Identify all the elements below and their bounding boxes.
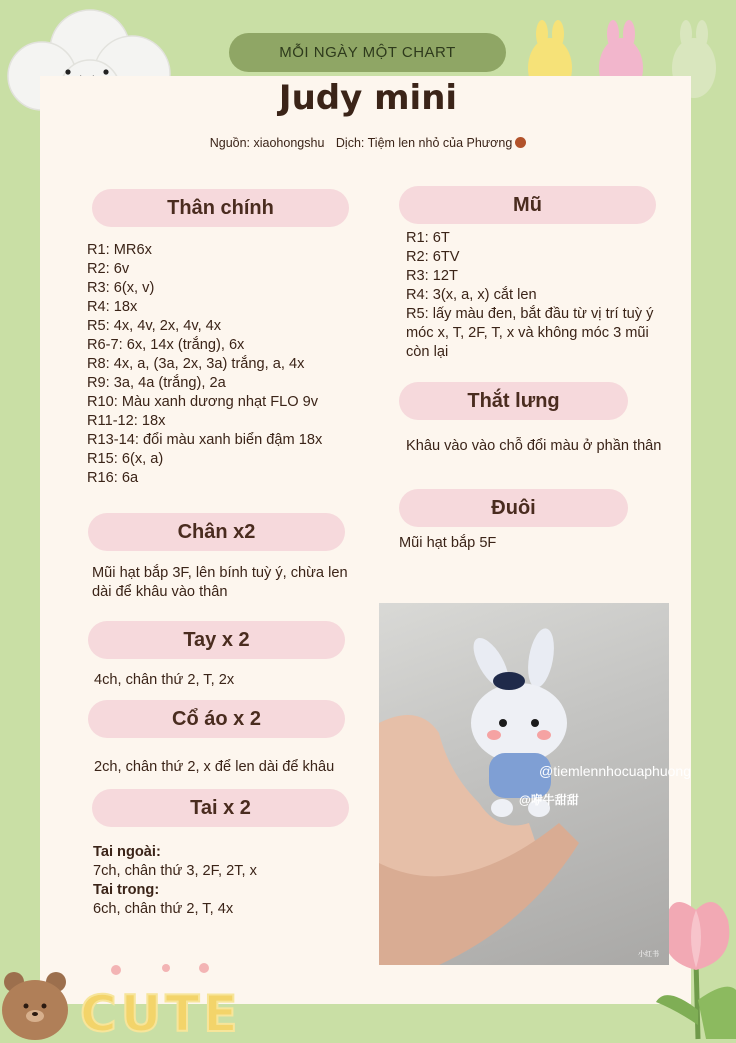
- product-photo: [379, 603, 691, 965]
- body-row: R4: 18x: [87, 299, 138, 315]
- section-heading-body: Thân chính: [92, 189, 349, 227]
- bunny-photo-illustration: [379, 603, 669, 965]
- body-row: R16: 6a: [87, 470, 139, 486]
- collar-text: 2ch, chân thứ 2, x để len dài để khâu: [94, 759, 335, 775]
- hat-row: R4: 3(x, a, x) cắt len: [406, 287, 537, 303]
- body-row: R11-12: 18x: [87, 413, 166, 429]
- body-row: R5: 4x, 4v, 2x, 4v, 4x: [87, 318, 222, 334]
- cute-decoration: CUTE: [80, 985, 242, 1043]
- hat-row: R3: 12T: [406, 268, 458, 284]
- ears-inner-label: Tai trong:: [93, 882, 160, 898]
- page-title: Judy mini: [278, 78, 458, 118]
- hat-row: R1: 6T: [406, 230, 450, 246]
- body-row: R15: 6(x, a): [87, 451, 164, 467]
- tail-text: Mũi hạt bắp 5F: [399, 535, 497, 551]
- body-row: R9: 3a, 4a (trắng), 2a: [87, 375, 226, 391]
- ears-text: [93, 843, 257, 919]
- body-row: R10: Màu xanh dương nhạt FLO 9v: [87, 394, 319, 410]
- bear-icon: [0, 968, 70, 1039]
- hat-rows: [406, 229, 653, 362]
- belt-text: Khâu vào vào chỗ đổi màu ở phần thân: [406, 438, 662, 454]
- hat-row: R2: 6TV: [406, 249, 460, 265]
- body-row: R2: 6v: [87, 261, 130, 277]
- body-row: R3: 6(x, v): [87, 280, 155, 296]
- body-row: R13-14: đổi màu xanh biển đậm 18x: [87, 432, 323, 448]
- section-heading-collar: Cổ áo x 2: [88, 700, 345, 738]
- ears-outer-label: Tai ngoài:: [93, 844, 161, 860]
- ears-outer: 7ch, chân thứ 3, 2F, 2T, x: [93, 863, 257, 879]
- body-row: R8: 4x, a, (3a, 2x, 3a) trắng, a, 4x: [87, 356, 305, 372]
- snail-icon: [515, 137, 526, 148]
- section-heading-arms: Tay x 2: [88, 621, 345, 659]
- legs-line: dài để khâu vào thân: [92, 584, 228, 600]
- section-heading-tail: Đuôi: [399, 489, 628, 527]
- legs-text: [92, 564, 348, 602]
- photo-watermark-secondary: @咿牛甜甜: [519, 793, 579, 807]
- dots-icon: [106, 962, 226, 982]
- photo-watermark: @tiemlennhocuaphuong: [539, 763, 691, 779]
- section-heading-hat: Mũ: [399, 186, 656, 224]
- section-heading-ears: Tai x 2: [92, 789, 349, 827]
- series-banner: MỖI NGÀY MỘT CHART: [229, 33, 506, 72]
- section-heading-legs: Chân x2: [88, 513, 345, 551]
- source-translator: Dịch: Tiệm len nhỏ của Phương: [335, 136, 513, 150]
- body-rows: [87, 241, 322, 488]
- body-row: R1: MR6x: [87, 242, 152, 258]
- photo-watermark-tertiary: 小红书: [638, 951, 659, 958]
- hat-row: còn lại: [406, 344, 449, 360]
- ears-inner: 6ch, chân thứ 2, T, 4x: [93, 901, 234, 917]
- source-origin: Nguồn: xiaohongshu: [209, 136, 325, 150]
- source-line: [0, 136, 736, 150]
- hat-row: móc x, T, 2F, T, x và không móc 3 mũi: [406, 325, 649, 341]
- legs-line: Mũi hạt bắp 3F, lên bính tuỳ ý, chừa len: [92, 565, 348, 581]
- body-row: R6-7: 6x, 14x (trắng), 6x: [87, 337, 245, 353]
- arms-text: 4ch, chân thứ 2, T, 2x: [94, 672, 235, 688]
- hat-row: R5: lấy màu đen, bắt đầu từ vị trí tuỳ ý: [406, 306, 654, 322]
- section-heading-belt: Thắt lưng: [399, 382, 628, 420]
